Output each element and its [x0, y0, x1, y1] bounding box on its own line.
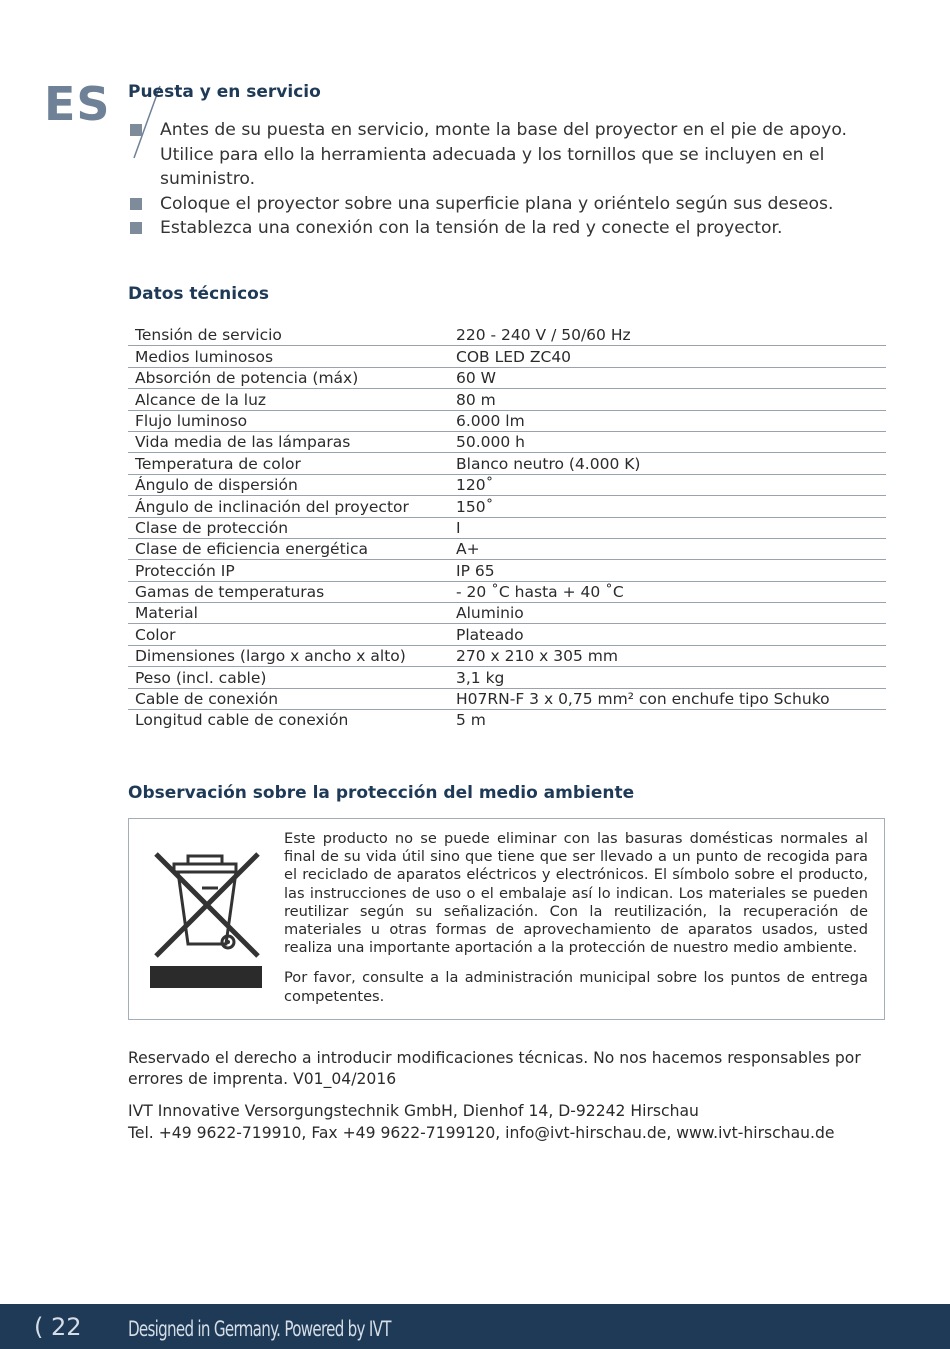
table-row [128, 710, 886, 731]
spec-value: COB LED ZC40 [449, 346, 886, 367]
square-bullet-icon [130, 124, 142, 136]
spec-label: Color [128, 624, 449, 645]
spec-label: Ángulo de dispersión [128, 474, 449, 495]
spec-label: Tensión de servicio [128, 325, 449, 346]
spec-value: 3,1 kg [449, 667, 886, 688]
table-row [128, 645, 886, 666]
table-row [128, 603, 886, 624]
spec-value: 6.000 lm [449, 410, 886, 431]
company-address: IVT Innovative Versorgungstechnik GmbH, Dienhof 14, D-92242 Hirschau Tel. +49 9622-719910, Fax +49 9622-7199120, info@ivt-hirschau.de, www.ivt-hirschau.de [128, 1102, 835, 1142]
environment-text [284, 830, 868, 1018]
spec-label: Cable de conexión [128, 688, 449, 709]
spec-label: Alcance de la luz [128, 389, 449, 410]
spec-label: Dimensiones (largo x ancho x alto) [128, 645, 449, 666]
spec-value: - 20 ˚C hasta + 40 ˚C [449, 581, 886, 602]
page-number: ( 22 [34, 1313, 82, 1341]
spec-label: Medios luminosos [128, 346, 449, 367]
table-row [128, 688, 886, 709]
list-item: Antes de su puesta en servicio, monte la base del proyector en el pie de apoyo. Utilice para ello la herramienta adecuada y los tornillos que se incluyen en el suministro. [128, 118, 888, 192]
spec-value: 120˚ [449, 474, 886, 495]
spec-label: Peso (incl. cable) [128, 667, 449, 688]
spec-label: Material [128, 603, 449, 624]
list-item: Coloque el proyector sobre una superficie plana y oriéntelo según sus deseos. [128, 192, 888, 217]
spec-label: Ángulo de inclinación del proyector [128, 496, 449, 517]
table-row [128, 667, 886, 688]
table-row [128, 431, 886, 452]
spec-label: Absorción de potencia (máx) [128, 367, 449, 388]
spec-label: Longitud cable de conexión [135, 711, 349, 730]
tech-heading: Datos técnicos [128, 284, 269, 304]
setup-bullet-list [128, 118, 888, 241]
footer-notes [128, 1048, 908, 1155]
spec-label: Temperatura de color [128, 453, 449, 474]
table-row [128, 496, 886, 517]
spec-label: Protección IP [128, 560, 449, 581]
footer-slogan: Designed in Germany. Powered by IVT [128, 1317, 391, 1341]
table-row [128, 325, 886, 346]
table-row [128, 389, 886, 410]
square-bullet-icon [130, 222, 142, 234]
language-code: ES [44, 77, 111, 131]
list-item: Establezca una conexión con la tensión de la red y conecte el proyector. [128, 216, 888, 241]
spec-value: Plateado [449, 624, 886, 645]
spec-value: A+ [449, 538, 886, 559]
weee-crossed-bin-icon [148, 846, 266, 992]
environment-paragraph: Por favor, consulte a la administración municipal sobre los puntos de entrega competentes. [284, 969, 868, 1005]
spec-value: Blanco neutro (4.000 K) [449, 453, 886, 474]
table-row [128, 624, 886, 645]
spec-value: 50.000 h [449, 431, 886, 452]
environment-heading: Observación sobre la protección del medio ambiente [128, 783, 635, 803]
table-row [128, 453, 886, 474]
spec-value: 5 m [456, 711, 486, 730]
table-row [128, 410, 886, 431]
table-row [128, 538, 886, 559]
table-row [128, 560, 886, 581]
table-row [128, 367, 886, 388]
table-row [128, 474, 886, 495]
spec-value: H07RN-F 3 x 0,75 mm² con enchufe tipo Schuko [449, 688, 886, 709]
tech-data-table [128, 325, 886, 730]
table-row [128, 517, 886, 538]
spec-label: Vida media de las lámparas [128, 431, 449, 452]
spec-label: Clase de protección [128, 517, 449, 538]
spec-label: Gamas de temperaturas [128, 581, 449, 602]
setup-heading: Puesta y en servicio [128, 82, 321, 102]
spec-value: 60 W [449, 367, 886, 388]
spec-label: Flujo luminoso [128, 410, 449, 431]
spec-value: I [449, 517, 886, 538]
spec-value: 80 m [449, 389, 886, 410]
spec-value: IP 65 [449, 560, 886, 581]
spec-value: 150˚ [449, 496, 886, 517]
disclaimer-text: Reservado el derecho a introducir modificaciones técnicas. No nos hacemos responsables por errores de imprenta. V01_04/2016 [128, 1049, 861, 1089]
spec-label: Clase de eficiencia energética [128, 538, 449, 559]
spec-value: Aluminio [449, 603, 886, 624]
square-bullet-icon [130, 198, 142, 210]
spec-value: 270 x 210 x 305 mm [449, 645, 886, 666]
table-row [128, 581, 886, 602]
spec-value: 220 - 240 V / 50/60 Hz [449, 325, 886, 346]
environment-paragraph: Este producto no se puede eliminar con las basuras domésticas normales al final de su vida útil sino que tiene que ser llevado a un punto de recogida para el reciclado de aparatos eléctricos y electrónicos. El símbolo sobre el producto, las instrucciones de uso o el embalaje así lo indican. Los materiales se pueden reutilizar según su señalización. Con la reutilización, la recuperación de materiales u otras formas de aprovechamiento de aparatos usados, usted realiza una importante aportación a la protección de nuestro medio ambiente. [284, 830, 868, 957]
table-row [128, 346, 886, 367]
